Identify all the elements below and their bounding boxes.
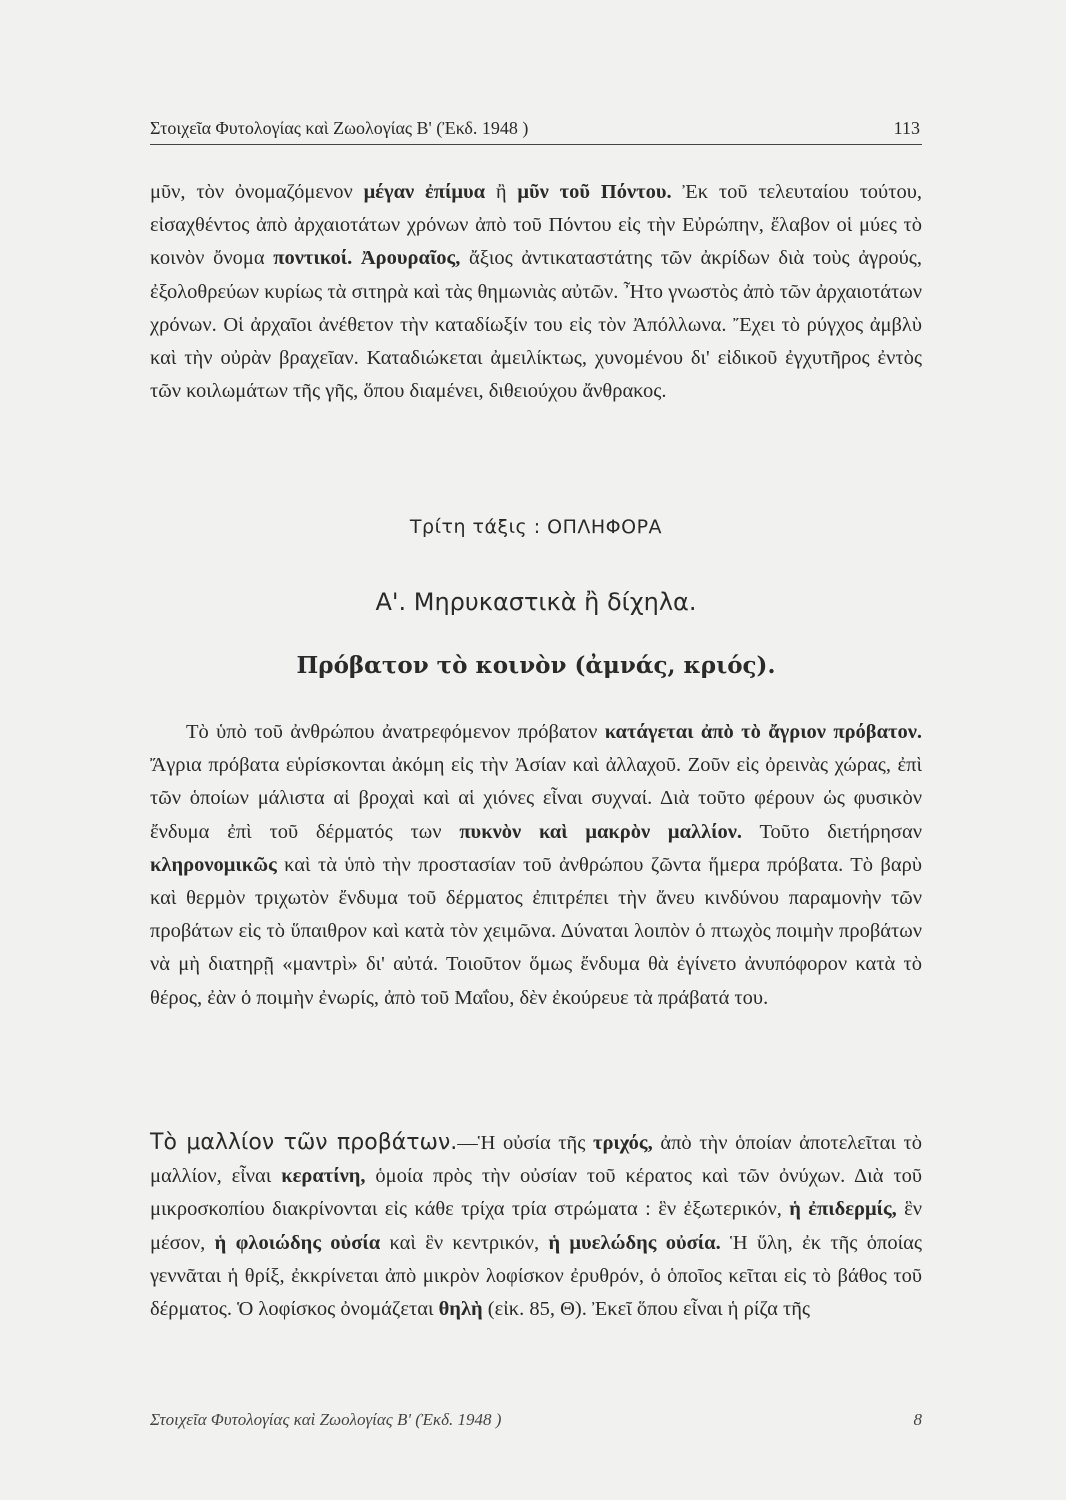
text-run: καὶ ἓν κεντρικόν,	[380, 1231, 549, 1254]
bold-term: πυκνὸν καὶ μακρὸν μαλλίον.	[459, 820, 743, 843]
text-run: (εἰκ. 85, Θ). Ἐκεῖ ὅπου εἶναι ἡ ρίζα τῆς	[482, 1298, 811, 1321]
header-rule	[150, 144, 922, 145]
text-run: ὁμοία πρὸς τὴν οὐσίαν τοῦ κέρατος καὶ τῶν ὀνύχων. Διὰ τοῦ μικροσκοπίου διακρίνονται εἰς κάθε τρίχα τρία στρώματα : ἓν ἐξωτερικόν,	[150, 1165, 922, 1221]
text-run: μῦν, τὸν ὀνομαζόμενον	[150, 181, 364, 203]
paragraph-sheep	[150, 716, 922, 1015]
running-header	[150, 118, 920, 139]
species-heading: Πρόβατον τὸ κοινὸν (ἀμνάς, κριός).	[296, 652, 776, 679]
running-footer	[150, 1410, 922, 1430]
text-run: Ἄγρια πρόβατα εὑρίσκονται ἀκόμη εἰς τὴν Ἀσίαν καὶ ἀλλαχοῦ. Ζοῦν εἰς ὀρεινὰς χώρας, ἐπὶ τῶν ὁποίων μάλιστα αἱ βροχαὶ καὶ αἱ χιόνες εἶναι συχναί. Διὰ τοῦτο φέρουν ὡς φυσικὸν ἔνδυμα ἐπὶ τοῦ δέρματός των	[150, 754, 922, 843]
text-run: ἓν μέσον,	[150, 1198, 922, 1254]
text-run: ἢ	[485, 181, 518, 203]
text-run: Τοῦτο διετήρησαν	[742, 820, 922, 843]
bold-term: ποντικοί.	[273, 247, 353, 270]
bold-term: μέγαν ἐπίμυα	[363, 181, 486, 203]
text-run: ἀπὸ τὴν ὁποίαν ἀποτελεῖται τὸ μαλλίον, εἶναι	[150, 1132, 922, 1188]
subsection-heading: Α'. Μηρυκαστικὰ ἢ δίχηλα.	[375, 588, 697, 616]
bold-term: θηλὴ	[438, 1298, 483, 1321]
text-run: ἄξιος ἀντικαταστάτης τῶν ἀκρίδων διὰ τοὺς ἀγρούς, ἐξολοθρεύων κυρίως τὰ σιτηρὰ καὶ τὰς θημωνιὰς αὐτῶν. Ἦτο γνωστὸς ἀπὸ τῶν ἀρχαιοτάτων χρόνων. Οἱ ἀρχαῖοι ἀνέθετον τὴν καταδίωξίν του εἰς τὸν Ἀπόλλωνα. Ἔχει τὸ ρύγχος ἀμβλὺ καὶ τὴν οὐρὰν βραχεῖαν. Καταδιώκεται ἀμειλίκτως, χυνομένου δι' εἰδικοῦ ἐγχυτῆρος ἐντὸς τῶν κοιλωμάτων τῆς γῆς, ὅπου διαμένει, διθειούχου ἄνθρακος.	[150, 247, 922, 403]
footer-title: Στοιχεῖα Φυτολογίας καὶ Ζωολογίας Β' (Ἐκδ. 1948 )	[150, 1410, 502, 1429]
text-run: —Ἡ οὐσία τῆς	[457, 1132, 594, 1154]
bold-term: μῦν τοῦ Πόντου.	[517, 181, 672, 203]
text-run: Ἐκ τοῦ τελευταίου τούτου, εἰσαχθέντος ἀπὸ ἀρχαιοτάτων χρόνων ἀπὸ τοῦ Πόντου εἰς τὴν Εὐρώπην, ἔλαβον οἱ μύες τὸ κοινὸν ὄνομα	[150, 181, 922, 270]
text-run: Ἡ ὕλη, ἐκ τῆς ὁποίας γεννᾶται ἡ θρίξ, ἐκκρίνεται ἀπὸ μικρὸν λοφίσκον ἐρυθρόν, ὁ ὁποῖος κεῖται εἰς τὸ βάθος τοῦ δέρματος. Ὁ λοφίσκος ὀνομάζεται	[150, 1231, 922, 1321]
header-title: Στοιχεῖα Φυτολογίας καὶ Ζωολογίας Β' (Ἐκδ. 1948 )	[150, 118, 529, 138]
bold-term: ἡ ἐπιδερμίς,	[789, 1198, 897, 1221]
page-number: 113	[893, 118, 920, 138]
bold-term: ἡ φλοιώδης οὐσία	[214, 1231, 381, 1254]
bold-term: τριχός,	[593, 1132, 653, 1154]
paragraph-wool	[150, 1126, 922, 1326]
bold-term: κερατίνη,	[281, 1165, 366, 1188]
paragraph-rats	[150, 176, 922, 408]
text-run: καὶ τὰ ὑπὸ τὴν προστασίαν τοῦ ἀνθρώπου ζῶντα ἥμερα πρόβατα. Τὸ βαρὺ καὶ θερμὸν τριχωτὸν ἔνδυμα τοῦ δέρματος ἐπιτρέπει τὴν ἄνευ κινδύνου παραμονὴν τῶν προβάτων εἰς τὸ ὕπαιθρον καὶ κατὰ τὸν χειμῶνα. Δύναται λοιπὸν ὁ πτωχὸς ποιμὴν προβάτων νὰ μὴ διατηρῇ «μαντρὶ» δι' αὐτά. Τοιοῦτον ὅμως ἔνδυμα θὰ ἐγίνετο ἀνυπόφορον κατὰ τὸ θέρος, ἐὰν ὁ ποιμὴν ἐνωρίς, ἀπὸ τοῦ Μαΐου, δὲν ἐκούρευε τὰ πράβατά του.	[150, 853, 922, 1009]
text-run	[352, 247, 361, 269]
class-heading: Τρίτη τάξις : ΟΠΛΗΦΟΡΑ	[409, 516, 663, 538]
signature-mark: 8	[913, 1410, 922, 1429]
subheading-inline: Τὸ μαλλίον τῶν προβάτων.	[150, 1130, 458, 1155]
bold-term: κληρονομικῶς	[150, 853, 277, 876]
bold-term: ἡ μυελώδης οὐσία.	[548, 1231, 721, 1254]
text-run: Τὸ ὑπὸ τοῦ ἀνθρώπου ἀνατρεφόμενον πρόβατον	[186, 721, 605, 743]
bold-term: Ἀρουραῖος,	[360, 247, 461, 270]
bold-term: κατάγεται ἀπὸ τὸ ἄγριον πρόβατον.	[604, 721, 923, 743]
